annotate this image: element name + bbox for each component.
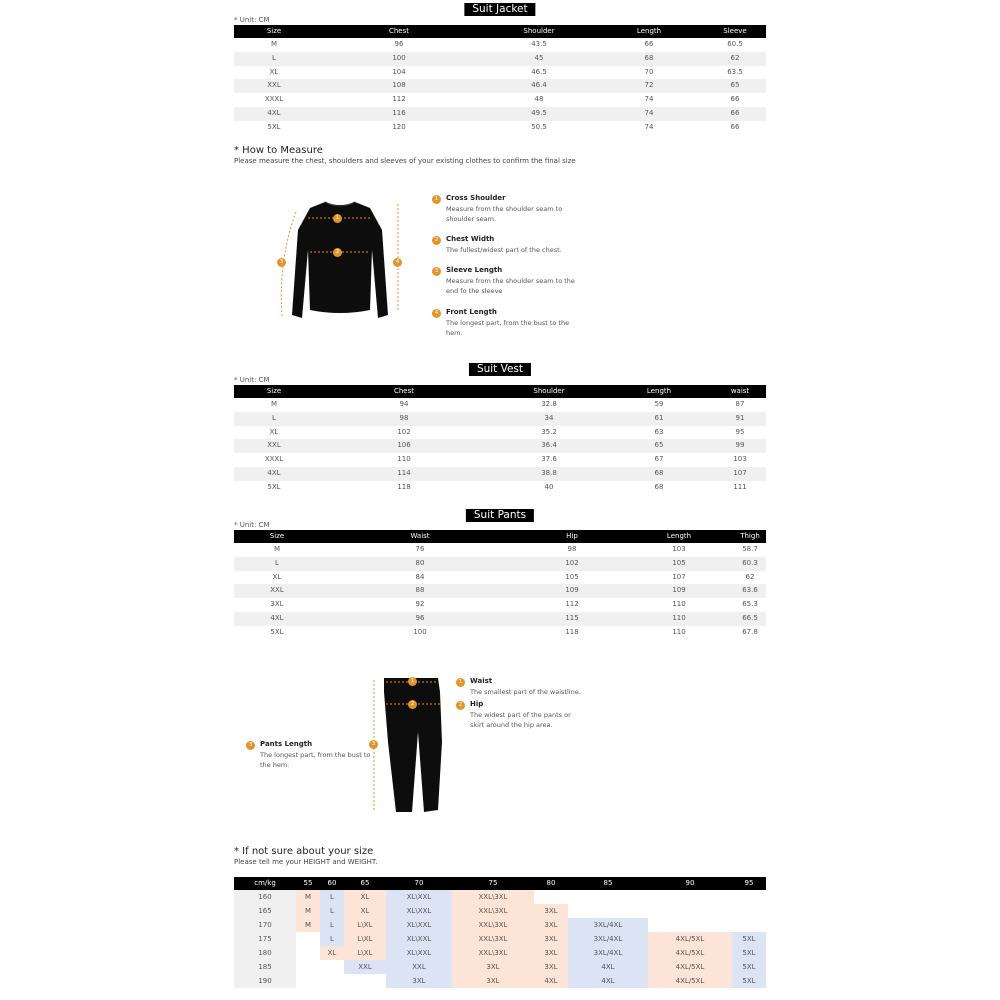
size-cell: 5XL bbox=[732, 946, 766, 960]
number-circle-icon: 3 bbox=[246, 741, 255, 750]
table-body bbox=[234, 398, 766, 495]
table-cell: 94 bbox=[399, 400, 409, 408]
table-row bbox=[234, 93, 766, 107]
size-cell: M bbox=[296, 918, 320, 932]
size-cell: L\XL bbox=[344, 946, 386, 960]
header-cell: 70 bbox=[386, 877, 452, 890]
size-cell bbox=[296, 974, 320, 988]
header-cell: Length bbox=[604, 385, 714, 398]
table-cell: XXXL bbox=[264, 455, 284, 464]
table-cell: 74 bbox=[594, 107, 704, 121]
table-row bbox=[234, 426, 766, 440]
table-header-row bbox=[234, 385, 766, 398]
table-cell: 96 bbox=[394, 40, 404, 48]
measure-item-desc: The smallest part of the waistline. bbox=[470, 688, 581, 696]
measure-item-desc: The fullest/widest part of the chest. bbox=[446, 246, 562, 254]
header-cell: Chest bbox=[314, 25, 484, 38]
size-cell: 3XL bbox=[534, 946, 568, 960]
measure-item-desc: The longest part, from the bust to the hem. bbox=[260, 751, 371, 769]
table-cell: 116 bbox=[314, 107, 484, 121]
table-cell: 63.6 bbox=[734, 584, 766, 598]
table-cell: 99 bbox=[714, 439, 766, 453]
table-cell: 35.2 bbox=[541, 427, 557, 436]
size-cell: 4XL/5XL bbox=[648, 960, 732, 974]
header-cell: Size bbox=[234, 530, 320, 543]
table-cell: 84 bbox=[415, 572, 425, 581]
header-cell: 65 bbox=[344, 877, 386, 890]
table-cell: 118 bbox=[397, 482, 411, 491]
suit-pants-title: Suit Pants bbox=[466, 509, 534, 522]
header-cell: 60 bbox=[320, 877, 344, 890]
measure-item-desc: Measure from the shoulder seam to the end fo the sleeve bbox=[446, 277, 575, 295]
table-cell: 67 bbox=[654, 455, 664, 464]
table-cell: 120 bbox=[392, 122, 406, 131]
size-cell: 3XL bbox=[534, 960, 568, 974]
table-cell: 34 bbox=[494, 412, 604, 426]
size-cell bbox=[296, 960, 320, 974]
table-cell: 62 bbox=[704, 52, 766, 66]
table-row bbox=[234, 946, 766, 960]
size-cell bbox=[296, 946, 320, 960]
size-cell: 3XL bbox=[452, 974, 534, 988]
table-body bbox=[234, 543, 766, 640]
table-cell: 68 bbox=[604, 467, 714, 481]
table-row bbox=[234, 612, 766, 626]
header-cell: Hip bbox=[520, 530, 624, 543]
table-cell: 38.8 bbox=[494, 467, 604, 481]
table-cell: XXL bbox=[234, 439, 314, 453]
vest-unit-label: * Unit: CM bbox=[234, 376, 270, 384]
table-cell: 107 bbox=[714, 467, 766, 481]
header-cell: 55 bbox=[296, 877, 320, 890]
number-circle-icon: 1 bbox=[456, 678, 465, 687]
table-cell: 98 bbox=[567, 545, 577, 553]
suit-jacket-table bbox=[234, 25, 766, 135]
how-to-measure-subtitle: Please measure the chest, shoulders and sleeves of your existing clothes to confirm the final size bbox=[234, 157, 576, 165]
table-row bbox=[234, 38, 766, 52]
size-cell: L\XL bbox=[344, 932, 386, 946]
measure-item-title: Pants Length bbox=[260, 740, 313, 748]
height-cell: 185 bbox=[234, 960, 296, 974]
table-header-row bbox=[234, 877, 766, 890]
size-cell: XXL bbox=[386, 960, 452, 974]
table-cell: 5XL bbox=[267, 482, 281, 491]
table-row bbox=[234, 66, 766, 80]
table-cell: L bbox=[234, 52, 314, 66]
table-cell: 66 bbox=[730, 95, 740, 104]
height-cell: 190 bbox=[234, 974, 296, 988]
number-circle-icon: 2 bbox=[333, 248, 342, 257]
size-cell: M bbox=[296, 904, 320, 918]
header-cell: 90 bbox=[648, 877, 732, 890]
table-row bbox=[234, 960, 766, 974]
suit-jacket-title: Suit Jacket bbox=[464, 3, 535, 16]
table-cell: 98 bbox=[314, 412, 494, 426]
table-cell: 66 bbox=[730, 122, 740, 131]
size-cell bbox=[568, 890, 648, 904]
header-cell: Shoulder bbox=[484, 25, 594, 38]
size-cell: XL\XXL bbox=[386, 890, 452, 904]
size-cell bbox=[648, 918, 732, 932]
table-cell: M bbox=[273, 545, 281, 553]
table-cell: 91 bbox=[714, 412, 766, 426]
table-cell: L bbox=[234, 412, 314, 426]
table-cell: 96 bbox=[320, 612, 520, 626]
table-cell: 4XL bbox=[234, 612, 320, 626]
size-cell: 3XL bbox=[534, 918, 568, 932]
header-cell: cm/kg bbox=[234, 877, 296, 890]
table-cell: M bbox=[270, 40, 278, 48]
size-cell bbox=[320, 974, 344, 988]
table-cell: 72 bbox=[594, 79, 704, 93]
size-cell: XL bbox=[344, 904, 386, 918]
suit-pants-table bbox=[234, 530, 766, 640]
table-cell: XL bbox=[272, 572, 282, 581]
table-cell: 4XL bbox=[234, 467, 314, 481]
table-cell: 46.4 bbox=[484, 79, 594, 93]
table-cell: 63 bbox=[654, 427, 664, 436]
table-cell: 65.3 bbox=[742, 600, 758, 609]
size-cell: 4XL/5XL bbox=[648, 974, 732, 988]
how-to-measure-heading: * How to Measure bbox=[234, 145, 323, 156]
table-row bbox=[234, 453, 766, 467]
header-cell: Size bbox=[234, 25, 314, 38]
height-weight-table bbox=[234, 877, 766, 988]
size-cell: XL\XXL bbox=[386, 904, 452, 918]
header-cell: Sleeve bbox=[704, 25, 766, 38]
table-cell: XXXL bbox=[264, 95, 284, 104]
header-cell: Shoulder bbox=[494, 385, 604, 398]
measure-item-title: Waist bbox=[470, 677, 493, 685]
table-cell: 88 bbox=[320, 584, 520, 598]
table-cell: 67.8 bbox=[742, 627, 758, 636]
size-cell: L bbox=[320, 918, 344, 932]
table-cell: 5XL bbox=[270, 627, 284, 636]
header-cell: Chest bbox=[314, 385, 494, 398]
table-cell: 68 bbox=[654, 482, 664, 491]
size-cell: L bbox=[320, 932, 344, 946]
size-cell: XXL\3XL bbox=[452, 932, 534, 946]
table-row bbox=[234, 439, 766, 453]
table-cell: 62 bbox=[745, 572, 755, 581]
size-cell bbox=[648, 890, 732, 904]
size-cell: 3XL bbox=[452, 960, 534, 974]
table-row bbox=[234, 890, 766, 904]
table-cell: 40 bbox=[544, 482, 554, 491]
if-not-sure-subtitle: Please tell me your HEIGHT and WEIGHT. bbox=[234, 858, 378, 866]
table-cell: 45 bbox=[484, 52, 594, 66]
size-cell: 3XL bbox=[534, 904, 568, 918]
table-cell: 110 bbox=[672, 627, 686, 636]
header-cell: Length bbox=[624, 530, 734, 543]
table-cell: 76 bbox=[415, 545, 425, 553]
if-not-sure-heading: * If not sure about your size bbox=[234, 846, 374, 857]
size-cell: 3XL bbox=[534, 932, 568, 946]
table-row bbox=[234, 107, 766, 121]
measure-item-title: Hip bbox=[470, 700, 484, 708]
table-row bbox=[234, 571, 766, 585]
table-cell: 107 bbox=[672, 572, 686, 581]
size-cell bbox=[568, 904, 648, 918]
header-cell: 85 bbox=[568, 877, 648, 890]
size-cell: L\XL bbox=[344, 918, 386, 932]
table-cell: 60.5 bbox=[727, 40, 743, 48]
header-cell: Waist bbox=[320, 530, 520, 543]
size-cell: 4XL bbox=[534, 974, 568, 988]
table-cell: 49.5 bbox=[484, 107, 594, 121]
size-cell bbox=[344, 974, 386, 988]
table-cell: 115 bbox=[520, 612, 624, 626]
table-cell: 66.5 bbox=[734, 612, 766, 626]
table-cell: 87 bbox=[735, 400, 745, 408]
table-cell: 112 bbox=[565, 600, 579, 609]
size-cell bbox=[534, 890, 568, 904]
size-cell: XL bbox=[344, 890, 386, 904]
size-cell bbox=[320, 960, 344, 974]
table-cell: 100 bbox=[413, 627, 427, 636]
table-row bbox=[234, 598, 766, 612]
table-cell: 74 bbox=[644, 122, 654, 131]
measure-item-title: Front Length bbox=[446, 308, 497, 316]
size-cell: L bbox=[320, 904, 344, 918]
table-cell: 63.5 bbox=[727, 67, 743, 76]
table-cell: 105 bbox=[624, 557, 734, 571]
table-cell: 114 bbox=[314, 467, 494, 481]
table-row bbox=[234, 932, 766, 946]
table-cell: 103 bbox=[733, 455, 747, 464]
size-cell bbox=[296, 932, 320, 946]
table-cell: 46.5 bbox=[531, 67, 547, 76]
table-cell: L bbox=[234, 557, 320, 571]
sweater-illustration bbox=[270, 190, 410, 330]
number-circle-icon: 3 bbox=[369, 740, 378, 749]
size-cell: XXL\3XL bbox=[452, 946, 534, 960]
measure-item-desc: Measure from the shoulder seam to shoulder seam. bbox=[446, 205, 563, 223]
size-cell: 5XL bbox=[732, 960, 766, 974]
size-cell: 5XL bbox=[732, 974, 766, 988]
table-cell: XL bbox=[269, 67, 279, 76]
table-cell: 102 bbox=[397, 427, 411, 436]
height-cell: 160 bbox=[234, 890, 296, 904]
table-cell: M bbox=[270, 400, 278, 408]
number-circle-icon: 4 bbox=[393, 258, 402, 267]
size-cell bbox=[648, 904, 732, 918]
measure-item-desc: The longest part, from the bust to the hem. bbox=[446, 319, 570, 337]
size-cell bbox=[732, 890, 766, 904]
size-cell: XL\XXL bbox=[386, 918, 452, 932]
table-cell: 103 bbox=[672, 545, 686, 553]
size-cell: 3XL/4XL bbox=[568, 946, 648, 960]
pants-unit-label: * Unit: CM bbox=[234, 521, 270, 529]
header-cell: 95 bbox=[732, 877, 766, 890]
table-cell: 100 bbox=[314, 52, 484, 66]
size-cell: M bbox=[296, 890, 320, 904]
table-row bbox=[234, 626, 766, 640]
table-cell: 109 bbox=[624, 584, 734, 598]
table-cell: XXL bbox=[234, 584, 320, 598]
table-header-row bbox=[234, 25, 766, 38]
table-cell: 60.3 bbox=[734, 557, 766, 571]
table-cell: 68 bbox=[594, 52, 704, 66]
size-cell: 4XL/5XL bbox=[648, 946, 732, 960]
table-cell: 65 bbox=[704, 79, 766, 93]
height-cell: 175 bbox=[234, 932, 296, 946]
table-row bbox=[234, 412, 766, 426]
size-cell: XL\XXL bbox=[386, 946, 452, 960]
size-cell: 3XL/4XL bbox=[568, 932, 648, 946]
table-row bbox=[234, 974, 766, 988]
table-cell: 111 bbox=[733, 482, 747, 491]
jacket-unit-label: * Unit: CM bbox=[234, 16, 270, 24]
size-cell: XXL bbox=[344, 960, 386, 974]
table-cell: 70 bbox=[644, 67, 654, 76]
size-cell: XL bbox=[320, 946, 344, 960]
table-cell: 61 bbox=[604, 412, 714, 426]
header-cell: 75 bbox=[452, 877, 534, 890]
table-cell: 58.7 bbox=[742, 545, 758, 553]
table-cell: 74 bbox=[644, 95, 654, 104]
number-circle-icon: 1 bbox=[408, 677, 417, 686]
table-cell: 48 bbox=[534, 95, 544, 104]
measure-item-title: Sleeve Length bbox=[446, 266, 503, 274]
size-cell bbox=[732, 904, 766, 918]
size-cell: 4XL bbox=[568, 974, 648, 988]
size-cell: XL\XXL bbox=[386, 932, 452, 946]
table-cell: 106 bbox=[314, 439, 494, 453]
table-cell: 66 bbox=[644, 40, 654, 48]
table-cell: 104 bbox=[392, 67, 406, 76]
number-circle-icon: 1 bbox=[333, 214, 342, 223]
table-cell: 37.6 bbox=[541, 455, 557, 464]
header-cell: Size bbox=[234, 385, 314, 398]
size-cell: 5XL bbox=[732, 932, 766, 946]
table-cell: 118 bbox=[565, 627, 579, 636]
table-row bbox=[234, 398, 766, 412]
table-cell: 3XL bbox=[270, 600, 284, 609]
number-circle-icon: 3 bbox=[277, 258, 286, 267]
table-cell: 43.5 bbox=[531, 40, 547, 48]
header-cell: Thigh bbox=[734, 530, 766, 543]
table-row bbox=[234, 918, 766, 932]
table-row bbox=[234, 557, 766, 571]
table-cell: 92 bbox=[415, 600, 425, 609]
table-cell: 112 bbox=[392, 95, 406, 104]
suit-vest-table bbox=[234, 385, 766, 495]
size-cell: 3XL bbox=[386, 974, 452, 988]
table-cell: 102 bbox=[520, 557, 624, 571]
table-row bbox=[234, 79, 766, 93]
header-cell: waist bbox=[714, 385, 766, 398]
suit-vest-title: Suit Vest bbox=[469, 363, 531, 376]
table-cell: 110 bbox=[624, 612, 734, 626]
table-cell: 108 bbox=[314, 79, 484, 93]
size-cell: 3XL/4XL bbox=[568, 918, 648, 932]
table-cell: 5XL bbox=[267, 122, 281, 131]
height-cell: 180 bbox=[234, 946, 296, 960]
table-row bbox=[234, 121, 766, 135]
table-body bbox=[234, 890, 766, 988]
table-cell: 105 bbox=[565, 572, 579, 581]
table-row bbox=[234, 52, 766, 66]
table-cell: 59 bbox=[654, 400, 664, 408]
table-cell: XL bbox=[269, 427, 279, 436]
header-cell: Length bbox=[594, 25, 704, 38]
size-cell: XXL\3XL bbox=[452, 904, 534, 918]
table-body bbox=[234, 38, 766, 135]
size-cell: XXL\3XL bbox=[452, 890, 534, 904]
size-cell: 4XL bbox=[568, 960, 648, 974]
table-cell: 32.8 bbox=[541, 400, 557, 408]
table-header-row bbox=[234, 530, 766, 543]
measure-item-title: Cross Shoulder bbox=[446, 194, 506, 202]
table-cell: 109 bbox=[520, 584, 624, 598]
table-cell: 110 bbox=[672, 600, 686, 609]
number-circle-icon: 2 bbox=[432, 236, 441, 245]
number-circle-icon: 1 bbox=[432, 195, 441, 204]
header-cell: 80 bbox=[534, 877, 568, 890]
table-row bbox=[234, 584, 766, 598]
table-cell: 95 bbox=[735, 427, 745, 436]
size-cell: XXL\3XL bbox=[452, 918, 534, 932]
number-circle-icon: 2 bbox=[456, 701, 465, 710]
height-cell: 170 bbox=[234, 918, 296, 932]
number-circle-icon: 2 bbox=[408, 700, 417, 709]
table-cell: 110 bbox=[397, 455, 411, 464]
table-cell: 4XL bbox=[234, 107, 314, 121]
height-cell: 165 bbox=[234, 904, 296, 918]
number-circle-icon: 3 bbox=[432, 267, 441, 276]
table-row bbox=[234, 543, 766, 557]
measure-item-title: Chest Width bbox=[446, 235, 495, 243]
table-cell: 36.4 bbox=[494, 439, 604, 453]
number-circle-icon: 4 bbox=[432, 309, 441, 318]
size-cell: 4XL/5XL bbox=[648, 932, 732, 946]
size-cell: L bbox=[320, 890, 344, 904]
size-cell bbox=[732, 918, 766, 932]
table-cell: 65 bbox=[604, 439, 714, 453]
table-cell: 50.5 bbox=[531, 122, 547, 131]
table-cell: 66 bbox=[704, 107, 766, 121]
table-cell: 80 bbox=[320, 557, 520, 571]
table-cell: XXL bbox=[234, 79, 314, 93]
table-row bbox=[234, 467, 766, 481]
table-row bbox=[234, 904, 766, 918]
measure-item-desc: The widest part of the pants or skirt around the hip area. bbox=[470, 711, 571, 729]
table-row bbox=[234, 481, 766, 495]
